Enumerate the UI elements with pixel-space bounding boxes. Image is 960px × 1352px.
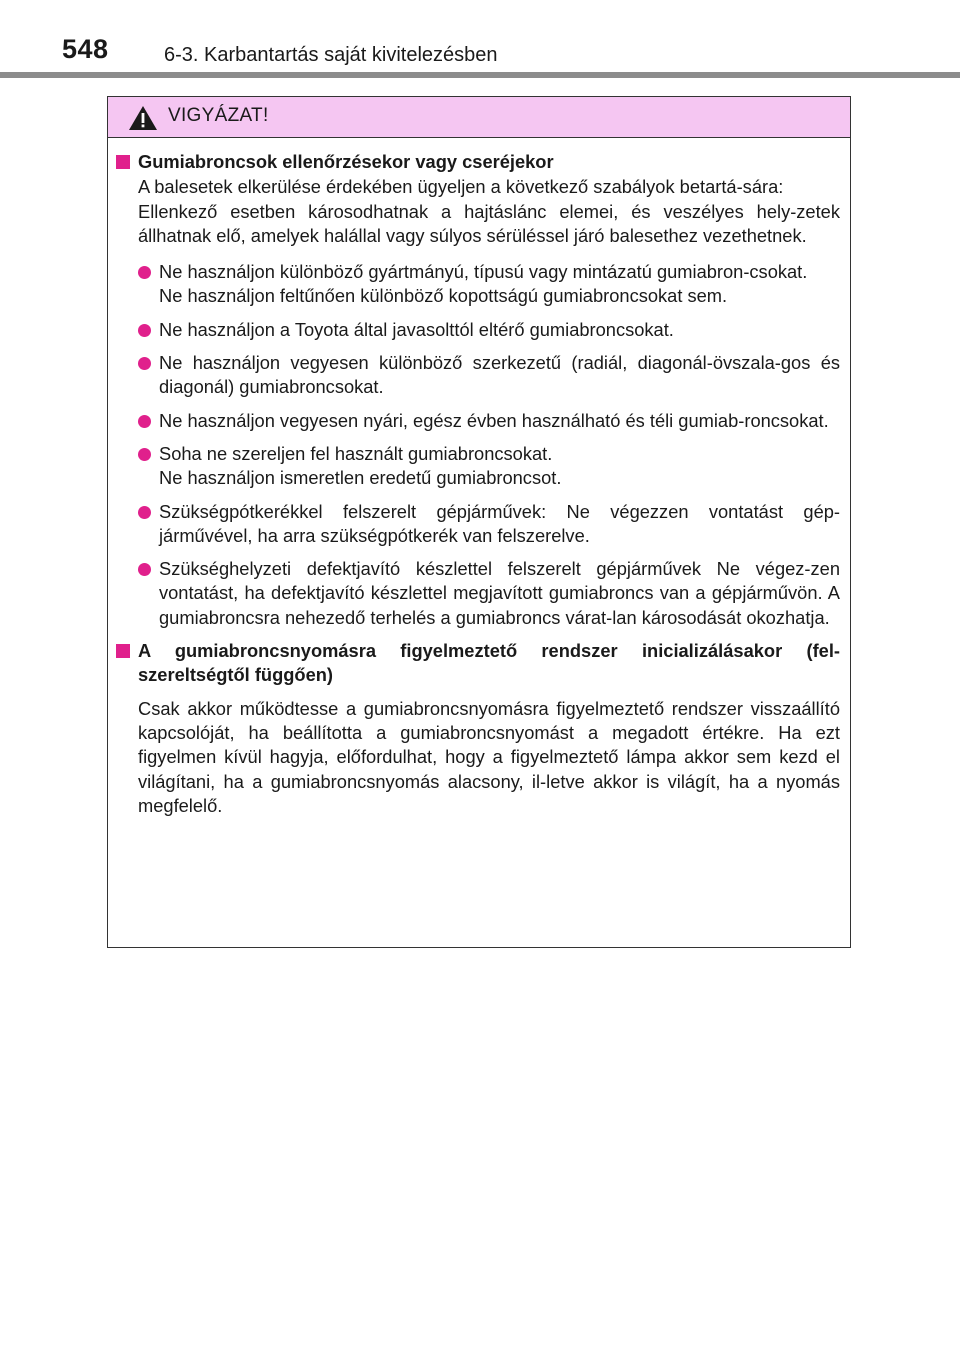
round-bullet-icon <box>138 506 151 519</box>
list-item <box>116 409 840 433</box>
caution-header <box>108 97 850 138</box>
section-heading <box>116 639 840 688</box>
caution-title: VIGYÁZAT! <box>168 105 269 126</box>
section-heading <box>116 150 840 174</box>
round-bullet-icon <box>138 415 151 428</box>
intro-paragraph <box>116 175 840 248</box>
list-item <box>116 500 840 549</box>
list-item <box>116 557 840 630</box>
round-bullet-icon <box>138 563 151 576</box>
round-bullet-icon <box>138 357 151 370</box>
list-item <box>116 442 840 491</box>
page-number: 548 <box>62 34 109 64</box>
list-item-text: Ne használjon feltűnően különböző kopottságú gumiabroncsokat sem. <box>159 285 728 307</box>
list-item-text: Soha ne szereljen fel használt gumiabroncsokat. <box>159 442 553 464</box>
caution-content <box>108 138 850 818</box>
round-bullet-icon <box>138 324 151 337</box>
section-heading-text: A gumiabroncsnyomásra figyelmeztető rendszer inicializálásakor (fel-szereltségtől függően) <box>138 640 840 686</box>
list-item-text: Szükséghelyzeti defektjavító készlettel felszerelt gépjárművek Ne végez-zen vontatást, ha defektjavító készlettel megjavított gumiabroncs van a gépjárművön. A gumiabroncsra nehezedő terhelés a gumiabroncs várat-lan károsodását okozhatja. <box>159 558 840 628</box>
section-title: 6-3. Karbantartás saját kivitelezésben <box>164 44 498 66</box>
intro-line: Ellenkező esetben károsodhatnak a hajtáslánc elemei, és veszélyes hely-zetek állhatnak elő, amelyek halállal vagy súlyos sérüléssel járó balesethez vezethetnek. <box>138 200 840 246</box>
square-bullet-icon <box>116 155 130 169</box>
list-item-text: Ne használjon vegyesen nyári, egész évben használható és téli gumiab-roncsokat. <box>159 409 829 431</box>
tpms-paragraph: Csak akkor működtesse a gumiabroncsnyomásra figyelmeztető rendszer visszaállító kapcsolóját, ha beállította a gumiabroncsnyomást a megadott értékre. Ha ezt figyelmen kívül hagyja, előfordulhat, hogy a figyelmeztető lámpa akkor sem kezd el világítani, ha a gumiabroncsnyomás alacsony, il-letve akkor is világít, ha a nyomás megfelelő. <box>138 697 840 816</box>
round-bullet-icon <box>138 448 151 461</box>
bullet-list <box>116 260 840 630</box>
list-item-text: Ne használjon vegyesen különböző szerkezetű (radiál, diagonál-övszala-gos és diagonál) gumiabroncsokat. <box>159 352 840 398</box>
warning-triangle-icon <box>128 105 158 131</box>
list-item-text: Szükségpótkerékkel felszerelt gépjárművek: Ne végezzen vontatást gép-járművével, ha arra szükségpótkerék van felszerelve. <box>159 500 840 546</box>
list-item-text: Ne használjon különböző gyártmányú, típusú vagy mintázatú gumiabron-csokat. <box>159 261 808 283</box>
square-bullet-icon <box>116 644 130 658</box>
header-rule <box>0 72 960 78</box>
round-bullet-icon <box>138 266 151 279</box>
list-item <box>116 260 840 309</box>
list-item <box>116 318 840 342</box>
list-item-text: Ne használjon ismeretlen eredetű gumiabroncsot. <box>159 467 562 489</box>
section-heading-text: Gumiabroncsok ellenőrzésekor vagy cseréjekor <box>138 151 554 172</box>
list-item <box>116 351 840 400</box>
intro-line: A balesetek elkerülése érdekében ügyeljen a következő szabályok betartá-sára: <box>138 176 784 198</box>
list-item-text: Ne használjon a Toyota által javasolttól eltérő gumiabroncsokat. <box>159 318 674 340</box>
caution-box <box>107 96 851 948</box>
